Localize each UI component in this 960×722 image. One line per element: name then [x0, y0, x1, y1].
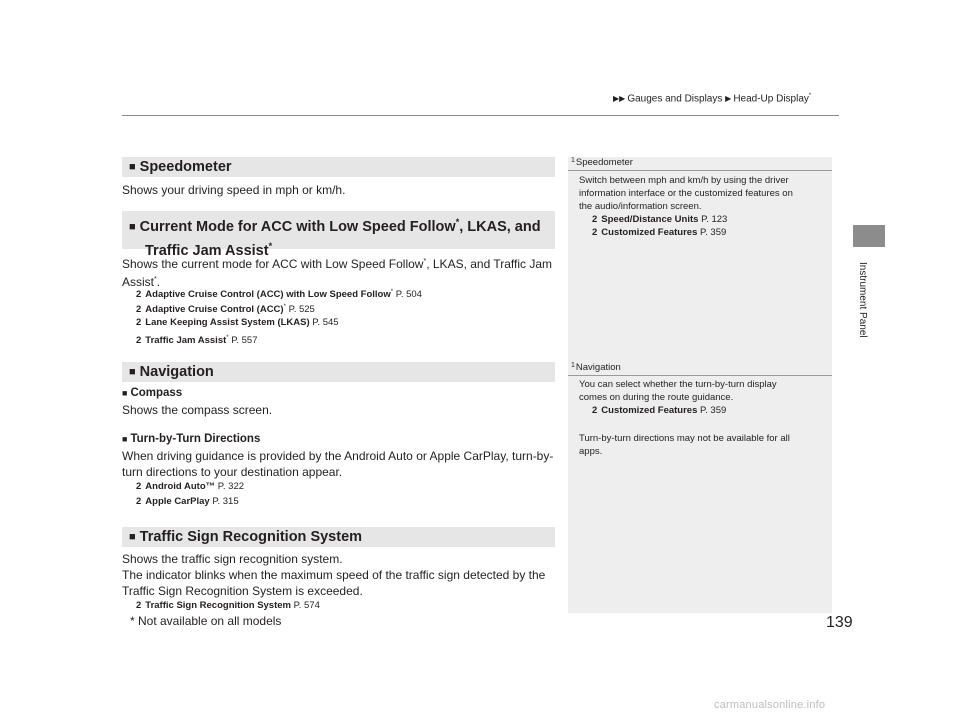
breadcrumb — [613, 93, 811, 104]
header-rule — [122, 115, 839, 116]
note-rule — [568, 375, 832, 376]
breadcrumb-head-up-display[interactable]: Head-Up Display — [733, 93, 809, 105]
section-heading-traffic-sign: ■ Traffic Sign Recognition System — [122, 527, 555, 547]
watermark: carmanualsonline.info — [714, 699, 826, 711]
xref-link-acc[interactable]: 2 Adaptive Cruise Control (ACC)* P. 525 — [136, 304, 315, 316]
section-heading-navigation: ■ Navigation — [122, 362, 555, 382]
chapter-tab — [853, 225, 885, 247]
section-heading-current-mode: ■ Current Mode for ACC with Low Speed Follow*, LKAS, and Traffic Jam Assist* — [122, 211, 555, 249]
square-bullet-icon: ■ — [129, 366, 136, 378]
traffic-sign-text: Shows the traffic sign recognition system. The indicator blinks when the maximum speed of the traffic sign detected by the Traffic Sign Recognition System is exceeded. — [122, 552, 546, 598]
current-mode-text: Shows the current mode for ACC with Low Speed Follow*, LKAS, and Traffic Jam Assist*. — [122, 257, 553, 289]
xref-link-android-auto[interactable]: 2 Android Auto™ P. 322 — [136, 481, 245, 492]
turn-by-turn-text: When driving guidance is provided by the Android Auto or Apple CarPlay, turn-by- turn directions to your destination appear. — [122, 449, 554, 479]
xref-link-traffic-sign-recognition[interactable]: 2 Traffic Sign Recognition System P. 574 — [136, 600, 320, 611]
subheading-turn-by-turn: ■ Turn-by-Turn Directions — [122, 433, 261, 445]
xref-arrow-icon: 2 — [592, 227, 598, 238]
xref-link-acc-low-speed-follow[interactable]: 2 Adaptive Cruise Control (ACC) with Low Speed Follow* P. 504 — [136, 289, 422, 301]
xref-arrow-icon: 2 — [136, 289, 142, 301]
xref-arrow-icon: 2 — [592, 405, 598, 416]
not-available-star: * — [808, 93, 812, 99]
xref-link-apple-carplay[interactable]: 2 Apple CarPlay P. 315 — [136, 496, 239, 507]
breadcrumb-arrow-icon: ▶▶ — [613, 94, 626, 104]
xref-arrow-icon: 2 — [136, 304, 142, 316]
square-bullet-icon: ■ — [129, 220, 136, 233]
speedometer-text: Shows your driving speed in mph or km/h. — [122, 183, 346, 197]
breadcrumb-gauges-and-displays[interactable]: Gauges and Displays — [627, 93, 723, 105]
section-heading-speedometer: ■ Speedometer — [122, 157, 555, 177]
xref-arrow-icon: 2 — [136, 317, 142, 328]
footnote: * Not available on all models — [130, 614, 282, 628]
xref-arrow-icon: 2 — [136, 335, 142, 347]
breadcrumb-arrow-icon: ▶ — [725, 94, 732, 104]
square-bullet-icon: ■ — [122, 388, 128, 398]
xref-arrow-icon: 2 — [592, 214, 598, 225]
xref-arrow-icon: 2 — [136, 600, 142, 611]
note-title-speedometer: $^1$Speedometer — [571, 157, 633, 168]
xref-arrow-icon: 2 — [136, 496, 142, 507]
chapter-label: Instrument Panel — [857, 262, 868, 338]
xref-arrow-icon: 2 — [136, 481, 142, 492]
page-number: 139 — [826, 614, 853, 631]
subheading-compass: ■ Compass — [122, 387, 183, 399]
note-xref-customized-features[interactable]: 2 Customized Features P. 359 — [592, 227, 727, 238]
note-navigation-text: You can select whether the turn-by-turn display comes on during the route guidance. — [579, 379, 777, 403]
compass-text: Shows the compass screen. — [122, 403, 273, 417]
note-xref-speed-distance-units[interactable]: 2 Speed/Distance Units P. 123 — [592, 214, 728, 225]
note-navigation-apps-text: Turn-by-turn directions may not be available for all apps. — [579, 433, 790, 457]
note-title-navigation: $^1$Navigation — [571, 362, 621, 373]
note-rule — [568, 170, 832, 171]
square-bullet-icon: ■ — [129, 161, 136, 173]
square-bullet-icon: ■ — [129, 531, 136, 543]
xref-link-traffic-jam-assist[interactable]: 2 Traffic Jam Assist* P. 557 — [136, 335, 258, 347]
xref-link-lkas[interactable]: 2 Lane Keeping Assist System (LKAS) P. 545 — [136, 317, 339, 328]
note-speedometer-text: Switch between mph and km/h by using the driver information interface or the customized features on the audio/information screen. — [579, 175, 793, 212]
note-xref-customized-features-nav[interactable]: 2 Customized Features P. 359 — [592, 405, 727, 416]
square-bullet-icon: ■ — [122, 434, 128, 444]
